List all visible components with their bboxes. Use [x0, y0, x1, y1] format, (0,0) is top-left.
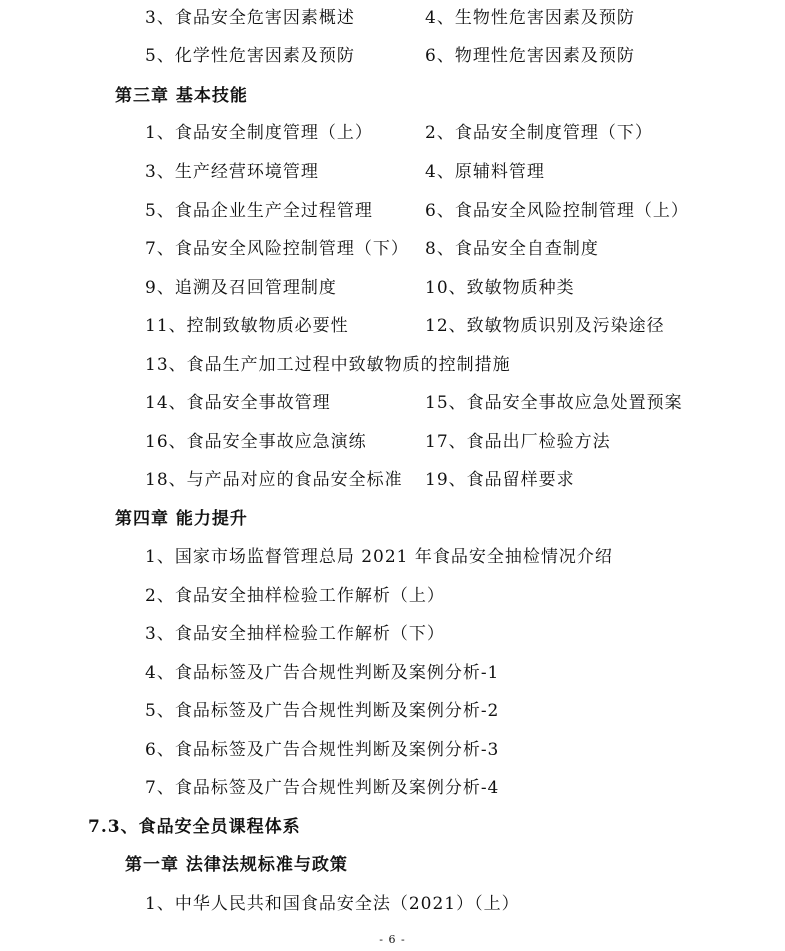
page-number: - 6 -: [379, 933, 406, 946]
list-item: 2、食品安全制度管理（下）: [425, 123, 653, 143]
list-item: 14、食品安全事故管理: [145, 393, 331, 413]
section-title: 7.3、食品安全员课程体系: [88, 817, 301, 837]
list-item: 8、食品安全自查制度: [425, 239, 599, 259]
list-item: 18、与产品对应的食品安全标准: [145, 470, 403, 490]
list-item: 16、食品安全事故应急演练: [145, 432, 367, 452]
chapter-title: 第一章 法律法规标准与政策: [125, 855, 348, 875]
list-item: 3、生产经营环境管理: [145, 162, 319, 182]
list-item: 4、原辅料管理: [425, 162, 545, 182]
list-item: 4、食品标签及广告合规性判断及案例分析-1: [145, 663, 500, 683]
list-item: 5、化学性危害因素及预防: [145, 46, 355, 66]
list-item: 6、物理性危害因素及预防: [425, 46, 635, 66]
list-item: 10、致敏物质种类: [425, 278, 575, 298]
list-item: 17、食品出厂检验方法: [425, 432, 611, 452]
list-item: 3、食品安全抽样检验工作解析（下）: [145, 624, 445, 644]
list-item: 5、食品标签及广告合规性判断及案例分析-2: [145, 701, 500, 721]
list-item: 19、食品留样要求: [425, 470, 575, 490]
list-item: 1、国家市场监督管理总局 2021 年食品安全抽检情况介绍: [145, 547, 613, 567]
list-item: 1、食品安全制度管理（上）: [145, 123, 373, 143]
list-item: 9、追溯及召回管理制度: [145, 278, 337, 298]
list-item: 13、食品生产加工过程中致敏物质的控制措施: [145, 355, 511, 375]
list-item: 3、食品安全危害因素概述: [145, 8, 355, 28]
list-item: 5、食品企业生产全过程管理: [145, 201, 373, 221]
chapter-title: 第四章 能力提升: [115, 509, 248, 529]
list-item: 7、食品安全风险控制管理（下）: [145, 239, 409, 259]
list-item: 12、致敏物质识别及污染途径: [425, 316, 665, 336]
list-item: 2、食品安全抽样检验工作解析（上）: [145, 586, 445, 606]
list-item: 1、中华人民共和国食品安全法（2021）（上）: [145, 894, 520, 914]
list-item: 6、食品标签及广告合规性判断及案例分析-3: [145, 740, 500, 760]
list-item: 15、食品安全事故应急处置预案: [425, 393, 683, 413]
list-item: 11、控制致敏物质必要性: [145, 316, 349, 336]
list-item: 7、食品标签及广告合规性判断及案例分析-4: [145, 778, 500, 798]
chapter-title: 第三章 基本技能: [115, 86, 248, 106]
list-item: 4、生物性危害因素及预防: [425, 8, 635, 28]
list-item: 6、食品安全风险控制管理（上）: [425, 201, 689, 221]
